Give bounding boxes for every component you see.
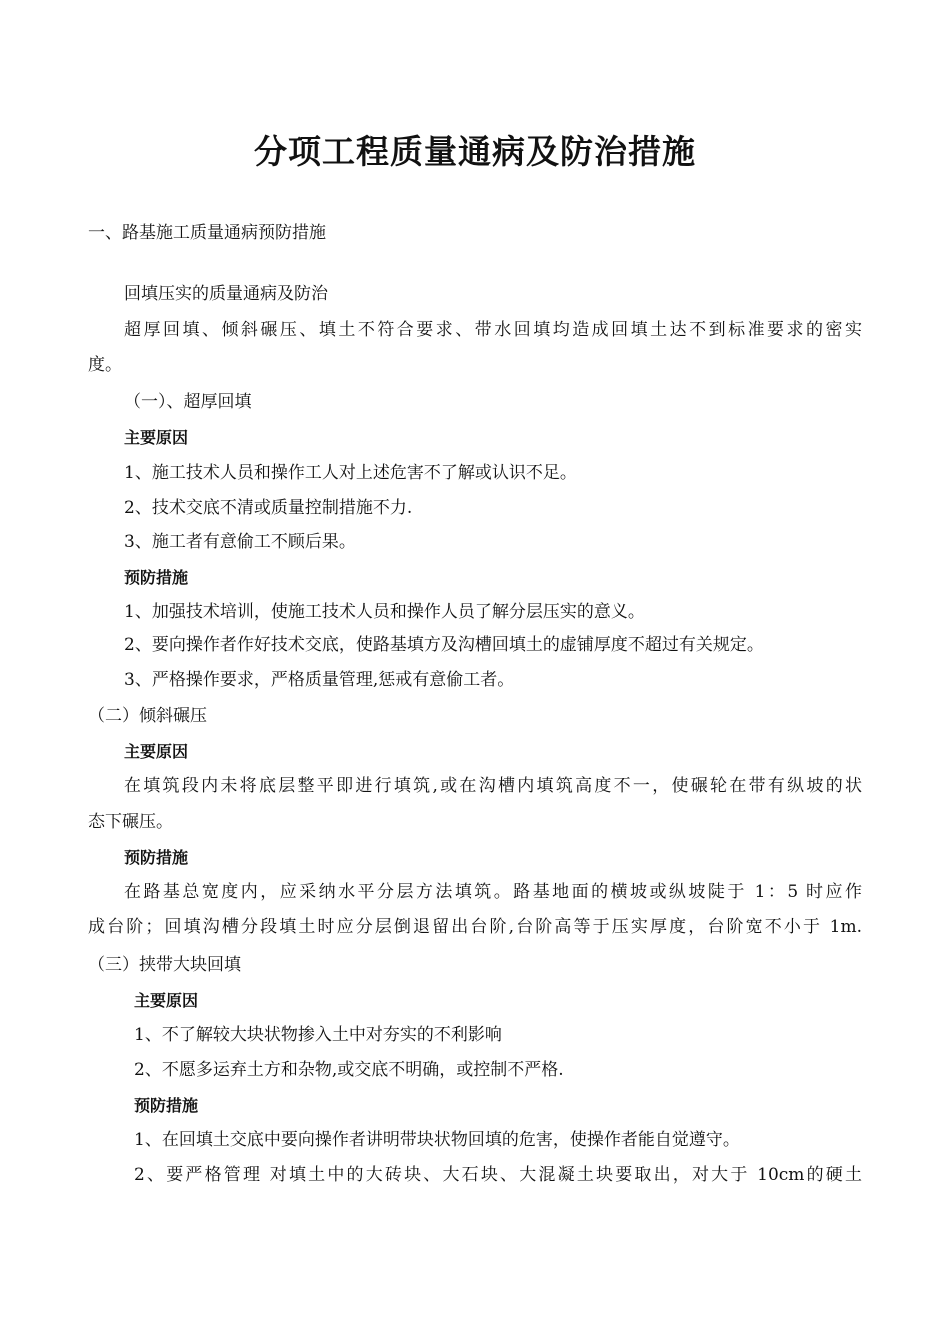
list-item: 2、要向操作者作好技术交底，使路基填方及沟槽回填土的虚铺厚度不超过有关规定。 <box>124 635 764 655</box>
paragraph-line: 超厚回填、倾斜碾压、填土不符合要求、带水回填均造成回填土达不到标准要求的密实 <box>124 320 862 340</box>
subsection-heading: 回填压实的质量通病及防治 <box>124 284 328 304</box>
measures-label: 预防措施 <box>124 568 189 587</box>
part-heading: （二）倾斜碾压 <box>88 706 207 726</box>
paragraph-line: 在填筑段内未将底层整平即进行填筑,或在沟槽内填筑高度不一，使碾轮在带有纵坡的状 <box>124 776 862 796</box>
causes-label: 主要原因 <box>124 742 189 761</box>
section-heading: 一、路基施工质量通病预防措施 <box>88 223 326 243</box>
paragraph-line: 成台阶；回填沟槽分段填土时应分层倒退留出台阶,台阶高等于压实厚度，台阶宽不小于 1m. <box>88 917 862 937</box>
list-item: 2、技术交底不清或质量控制措施不力. <box>124 498 413 518</box>
measures-label: 预防措施 <box>134 1096 199 1115</box>
paragraph-line: 度。 <box>88 355 122 375</box>
page-title: 分项工程质量通病及防治措施 <box>254 132 696 171</box>
causes-label: 主要原因 <box>124 428 189 447</box>
list-item: 1、加强技术培训，使施工技术人员和操作人员了解分层压实的意义。 <box>124 602 645 622</box>
part-heading: （三）挟带大块回填 <box>88 955 241 975</box>
measures-label: 预防措施 <box>124 848 189 867</box>
list-item: 3、施工者有意偷工不顾后果。 <box>124 532 356 552</box>
list-item: 2、要严格管理 对填土中的大砖块、大石块、大混凝土块要取出，对大于 10cm的硬土 <box>134 1165 862 1185</box>
part-heading: （一）、超厚回填 <box>124 392 252 412</box>
causes-label: 主要原因 <box>134 991 199 1010</box>
list-item: 2、不愿多运弃土方和杂物,或交底不明确，或控制不严格. <box>134 1060 564 1080</box>
list-item: 1、不了解较大块状物掺入土中对夯实的不利影响 <box>134 1025 502 1045</box>
paragraph-line: 在路基总宽度内，应采纳水平分层方法填筑。路基地面的横坡或纵坡陡于 1：5 时应作 <box>124 882 862 902</box>
list-item: 3、严格操作要求，严格质量管理,惩戒有意偷工者。 <box>124 670 515 690</box>
list-item: 1、在回填土交底中要向操作者讲明带块状物回填的危害，使操作者能自觉遵守。 <box>134 1130 740 1150</box>
paragraph-line: 态下碾压。 <box>88 812 173 832</box>
list-item: 1、施工技术人员和操作工人对上述危害不了解或认识不足。 <box>124 463 577 483</box>
